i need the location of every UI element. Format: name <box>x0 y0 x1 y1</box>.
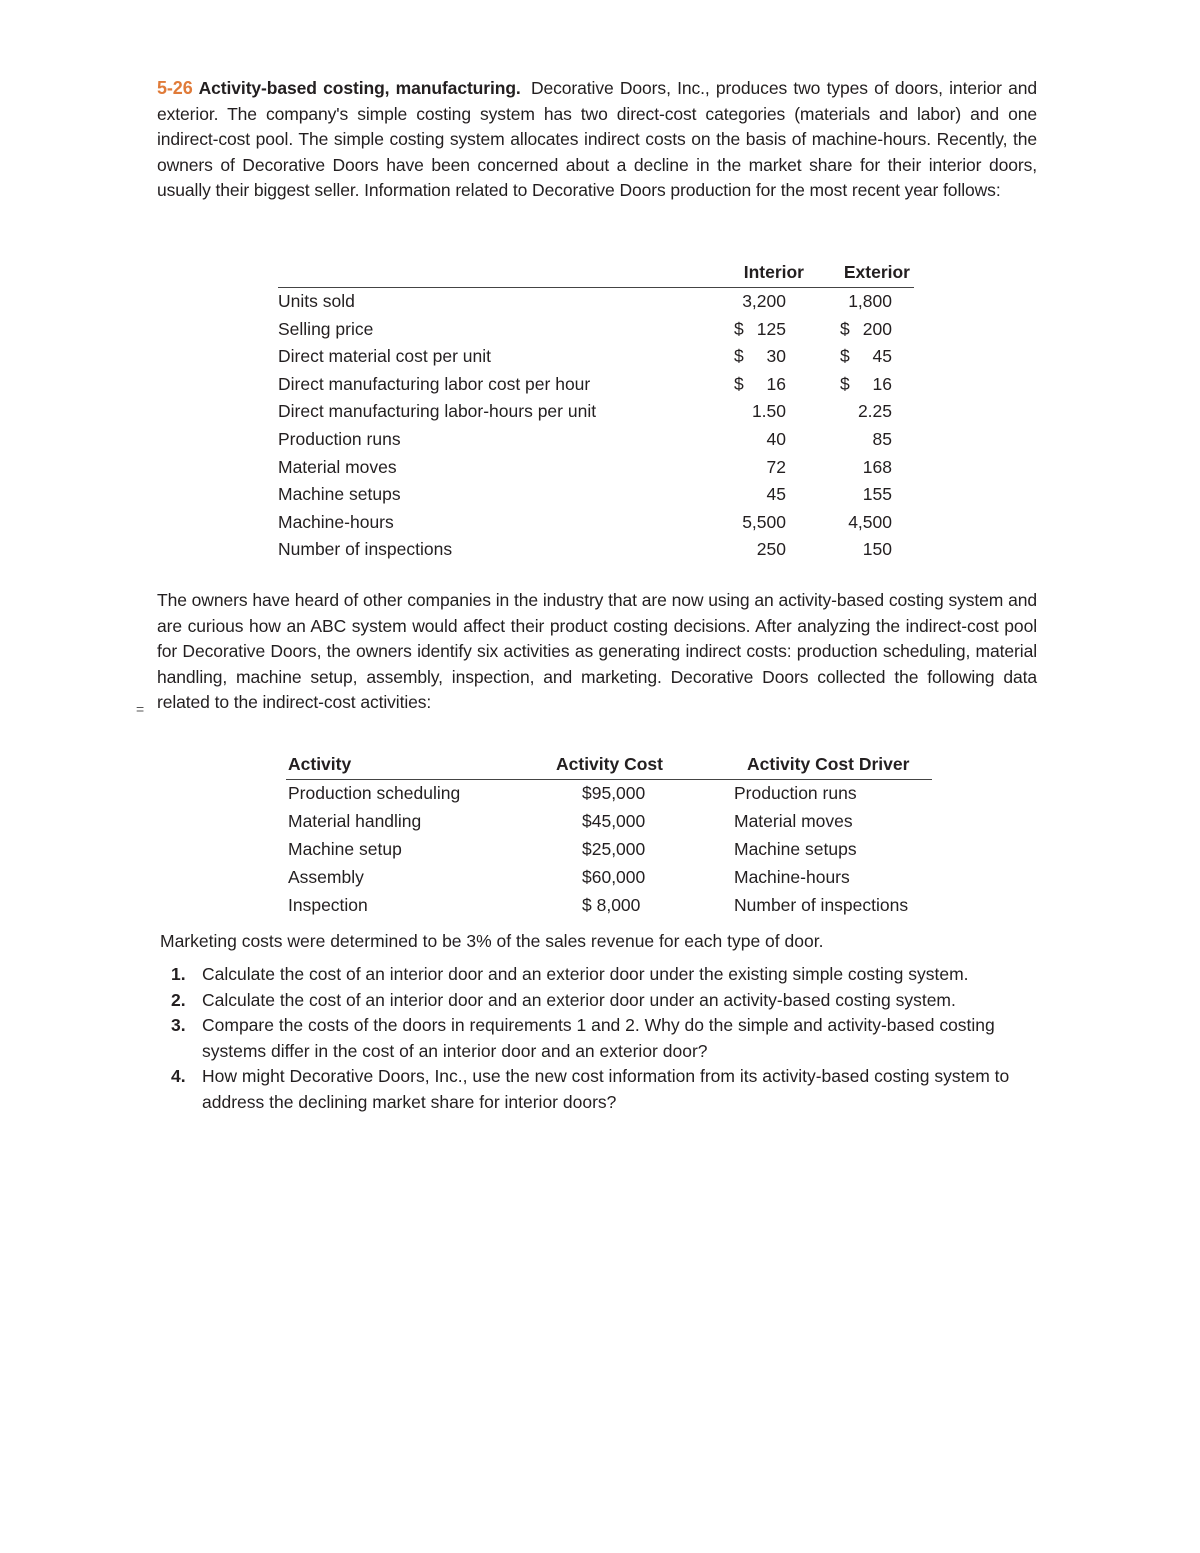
marketing-note: Marketing costs were determined to be 3% of the sales revenue for each type of door. <box>160 931 824 951</box>
product-table-row <box>278 454 914 482</box>
interior-value: 5,500 <box>742 511 786 532</box>
product-table-row <box>278 426 914 454</box>
exterior-value: 4,500 <box>848 511 892 532</box>
product-data-table <box>278 260 914 564</box>
interior-value: 72 <box>766 456 786 477</box>
interior-value: 250 <box>756 539 786 560</box>
row-label: Selling price <box>278 318 374 339</box>
activity-cost: $45,000 <box>582 811 646 831</box>
activity-cost-driver: Number of inspections <box>734 895 909 915</box>
product-table-row <box>278 398 914 426</box>
product-table-row <box>278 316 914 344</box>
interior-value <box>734 319 786 340</box>
requirement-number: 3. <box>171 1015 186 1035</box>
exterior-value <box>840 374 892 395</box>
activity-table-row <box>286 808 932 836</box>
requirement-number: 4. <box>171 1066 186 1086</box>
interior-value: 40 <box>766 428 786 449</box>
interior-value: 1.50 <box>751 401 786 422</box>
row-label: Production runs <box>278 428 401 449</box>
row-label: Direct manufacturing labor cost per hour <box>278 373 591 394</box>
interior-value: 45 <box>766 484 786 505</box>
exterior-value: 155 <box>862 484 892 505</box>
interior-value <box>734 374 786 395</box>
problem-intro <box>157 76 1037 204</box>
activity-name: Assembly <box>288 867 364 887</box>
requirement-text: How might Decorative Doors, Inc., use the new cost information from its activity-based costing system to address the declining market share for interior doors? <box>202 1066 1010 1112</box>
exterior-amount: 45 <box>872 346 892 367</box>
product-table-row <box>278 288 914 316</box>
exterior-value: 85 <box>872 428 892 449</box>
requirements-list <box>168 962 1058 1115</box>
requirement-text: Compare the costs of the doors in requirements 1 and 2. Why do the simple and activity-based costing systems differ in the cost of an interior door and an exterior door? <box>202 1015 995 1061</box>
activity-name: Production scheduling <box>288 783 461 803</box>
abc-intro-paragraph: The owners have heard of other companies in the industry that are now using an activity-based costing system and are curious how an ABC system would affect their product costing decisions. After analyzing the indirect-cost pool for Decorative Doors, the owners identify six activities as generating indirect costs: production scheduling, material handling, machine setup, assembly, inspection, and marketing. Decorative Doors collected the following data related to the indirect-cost activities: <box>157 590 1037 712</box>
interior-amount: 125 <box>756 318 786 339</box>
dollar-sign: $ <box>840 318 850 339</box>
exterior-value: 2.25 <box>857 401 892 422</box>
activity-cost: $60,000 <box>582 867 646 887</box>
product-table-row <box>278 509 914 537</box>
row-label: Material moves <box>278 456 397 477</box>
problem-title: Activity-based costing, manufacturing. <box>198 78 521 98</box>
exterior-amount: 16 <box>872 373 892 394</box>
row-label: Machine-hours <box>278 511 394 532</box>
exterior-value: 1,800 <box>848 291 892 311</box>
activity-cost-table <box>286 754 932 920</box>
exterior-value: 168 <box>862 456 892 477</box>
activity-cost: $25,000 <box>582 839 646 859</box>
product-table-row <box>278 481 914 509</box>
requirement-number: 2. <box>171 989 186 1010</box>
activity-table-row <box>286 864 932 892</box>
interior-value <box>734 346 786 367</box>
requirement-item <box>168 1013 1058 1064</box>
activity-name: Material handling <box>288 811 422 831</box>
activity-table-row <box>286 780 932 808</box>
interior-amount: 16 <box>766 373 786 394</box>
activity-cost: $95,000 <box>582 783 646 803</box>
header-activity: Activity <box>288 754 352 774</box>
interior-value: 3,200 <box>742 291 786 311</box>
activity-table-row <box>286 836 932 864</box>
header-interior: Interior <box>743 262 804 282</box>
requirement-text: Calculate the cost of an interior door and an exterior door under an activity-based costing system. <box>202 989 956 1010</box>
problem-number: 5-26 <box>157 78 193 98</box>
exterior-value: 150 <box>862 539 892 560</box>
row-label: Direct material cost per unit <box>278 346 491 367</box>
row-label: Number of inspections <box>278 539 453 560</box>
dollar-sign: $ <box>840 373 850 394</box>
activity-cost-driver: Machine setups <box>734 839 857 859</box>
dollar-sign: $ <box>734 373 744 394</box>
requirement-item <box>168 988 1058 1014</box>
activity-name: Machine setup <box>288 839 402 859</box>
activity-cost-driver: Machine-hours <box>734 867 850 887</box>
requirement-text: Calculate the cost of an interior door and an exterior door under the existing simple costing system. <box>202 964 969 984</box>
product-table-row <box>278 343 914 371</box>
product-table-row <box>278 371 914 399</box>
activity-cost-driver: Material moves <box>734 811 853 831</box>
margin-mark: = <box>136 701 145 717</box>
row-label: Direct manufacturing labor-hours per unit <box>278 401 597 422</box>
header-activity-cost: Activity Cost <box>556 754 663 774</box>
exterior-value <box>840 319 892 340</box>
exterior-value <box>840 346 892 367</box>
dollar-sign: $ <box>840 346 850 367</box>
activity-name: Inspection <box>288 895 368 915</box>
product-table-header <box>278 260 914 288</box>
activity-table-row <box>286 892 932 920</box>
problem-intro-text: Decorative Doors, Inc., produces two types of doors, interior and exterior. The company's simple costing system has two direct-cost categories (materials and labor) and one indirect-cost pool. The simple costing system allocates indirect costs on the basis of machine-hours. Recently, the owners of Decorative Doors have been concerned about a decline in the market share for their interior doors, usually their biggest seller. Information related to Decorative Doors production for the most recent year follows: <box>157 78 1038 200</box>
exterior-amount: 200 <box>862 318 892 339</box>
product-table-row <box>278 536 914 564</box>
activity-cost-driver: Production runs <box>734 783 857 803</box>
dollar-sign: $ <box>734 346 744 367</box>
dollar-sign: $ <box>734 318 744 339</box>
activity-cost: $ 8,000 <box>582 895 641 915</box>
header-activity-cost-driver: Activity Cost Driver <box>747 754 910 774</box>
requirement-item <box>168 962 1058 988</box>
activity-table-header <box>286 754 932 780</box>
header-exterior: Exterior <box>843 262 910 282</box>
requirement-number: 1. <box>171 964 186 984</box>
row-label: Units sold <box>278 291 355 311</box>
requirement-item <box>168 1064 1058 1115</box>
row-label: Machine setups <box>278 484 401 505</box>
interior-amount: 30 <box>766 346 786 367</box>
